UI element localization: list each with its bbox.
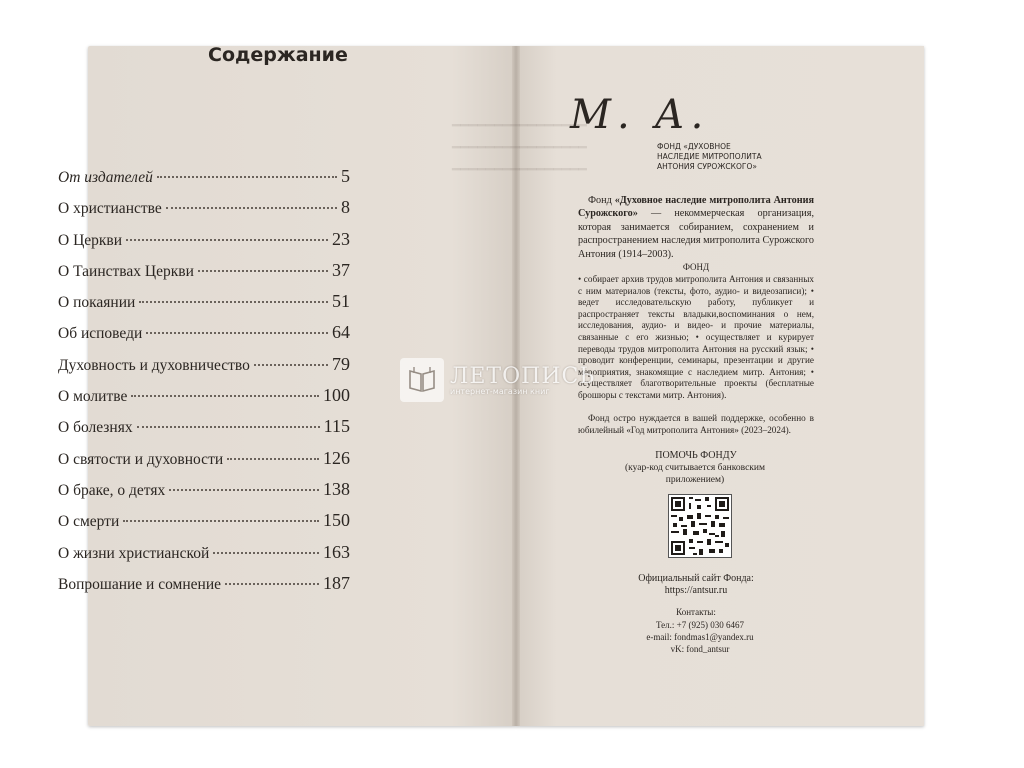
toc-item-page: 138 [323,478,350,499]
toc-leader-dots [123,520,319,522]
intro-lead: Фонд [588,195,615,206]
toc-leader-dots [126,239,328,241]
toc-leader-dots [137,426,320,428]
fond-activities: • собирает архив трудов митрополита Антония и связанных с ним материалов (тексты, фото, аудио- и видеозаписи); • ведет исследовательскую работу, публикует и распространяет тексты владыки,воспоминания о нем, исследования, аудио- и видео- и прочие материалы, связанные с его жизнью; • осуществляет и курирует переводы трудов митрополита Антония на русский язык; • проводит конференции, семинары, презентации и другие мероприятия, знакомящие с наследием митр. Антония; • осуществляет благотворительные проекты (бесплатные брошюры с текстами митр. Антония). [578,274,814,400]
help-note: (куар-код считывается банковским приложением) [624,463,766,485]
toc-item [58,542,350,573]
toc-leader-dots [225,583,319,585]
toc-item-page: 64 [332,322,350,343]
toc-item-title: О болезнях [58,419,133,437]
toc-item-title: О смерти [58,513,120,531]
toc-item [58,197,350,228]
toc-leader-dots [169,489,319,491]
toc-item-title: О молитве [58,388,128,406]
show-through-text: ━━━━━━━━━━━━━━━━ [452,163,587,178]
toc-leader-dots [157,176,337,178]
toc-item [58,448,350,479]
help-heading: ПОМОЧЬ ФОНДУ [655,450,737,461]
toc-leader-dots [227,458,319,460]
toc-leader-dots [198,270,328,272]
toc-leader-dots [146,332,328,334]
toc-item [58,479,350,510]
store-watermark [400,358,595,402]
toc-item-title: О Церкви [58,231,123,249]
foundation-logo: М. А. [570,92,710,138]
toc-item [58,229,350,260]
toc-list [58,166,350,604]
contacts-block [630,619,770,655]
toc-item [58,385,350,416]
toc-item [58,416,350,447]
toc-item-page: 51 [332,291,350,312]
toc-item-title: О браке, о детях [58,481,166,499]
toc-leader-dots [131,395,319,397]
toc-item-page: 23 [332,228,350,249]
toc-leader-dots [166,207,337,209]
toc-item-title: Об исповеди [58,325,143,343]
toc-item-page: 115 [323,416,350,437]
toc-item [58,260,350,291]
toc-item-page: 126 [323,447,350,468]
toc-item [58,291,350,322]
toc-item-page: 79 [332,353,350,374]
foundation-intro [578,194,814,261]
foundation-logo-caption: ФОНД «ДУХОВНОЕ НАСЛЕДИЕ МИТРОПОЛИТА АНТОНИЯ СУРОЖСКОГО» [657,142,762,171]
toc-item-title: О святости и духовности [58,450,224,468]
show-through-text: ━━━━━━━━━━━━━━━━ [452,119,587,134]
toc-leader-dots [139,301,328,303]
toc-item [58,322,350,353]
toc-item [58,510,350,541]
book-emblem-icon [400,358,444,402]
contact-email: e-mail: fondmas1@yandex.ru [646,632,754,642]
toc-item-title: От издателей [58,169,153,186]
toc-item-page: 150 [323,510,350,531]
toc-leader-dots [213,552,319,554]
donation-qr-code [668,494,732,558]
toc-item [58,573,350,604]
qr-code-icon [669,495,731,557]
intro-rest: — некоммерческая организация, которая занимается собиранием, сохранением и распространением наследия митрополита Сурожского Антония (1914–2003). [578,208,814,260]
contact-phone: Тел.: +7 (925) 030 6467 [656,620,744,630]
watermark-name: ЛЕТОПИСЬ [450,364,596,389]
toc-item-title: Духовность и духовничество [58,356,250,374]
toc-title: Содержание [208,44,348,66]
toc-item-page: 37 [332,259,350,280]
site-url: https://antsur.ru [664,585,728,596]
fond-heading: ФОНД [682,262,710,272]
contact-vk: vK: fond_antsur [670,644,730,654]
toc-item-title: О жизни христианской [58,544,210,562]
toc-item-page: 5 [341,166,350,186]
toc-item-title: О покаянии [58,294,136,312]
watermark-subtitle: интернет-магазин книг [450,387,550,396]
toc-item-title: Вопрошание и сомнение [58,575,221,593]
toc-item-page: 8 [341,197,350,218]
site-heading: Официальный сайт Фонда: [638,573,754,584]
toc-item-title: О христианстве [58,200,162,218]
intro-foundation-name: «Духовное наследие митрополита Антония Сурожского» [578,195,815,220]
toc-item-page: 163 [323,541,350,562]
toc-item [58,354,350,385]
show-through-text: ━━━━━━━━━━━━━━━━ [452,141,587,156]
contacts-heading: Контакты: [676,607,716,617]
toc-item-title: О Таинствах Церкви [58,262,194,280]
toc-leader-dots [254,364,328,366]
toc-item-page: 100 [323,385,350,406]
toc-item-page: 187 [323,572,350,593]
toc-item [58,166,350,197]
support-appeal: Фонд остро нуждается в вашей поддержке, особенно в юбилейный «Год митрополита Антония» (2023–2024). [578,413,814,435]
